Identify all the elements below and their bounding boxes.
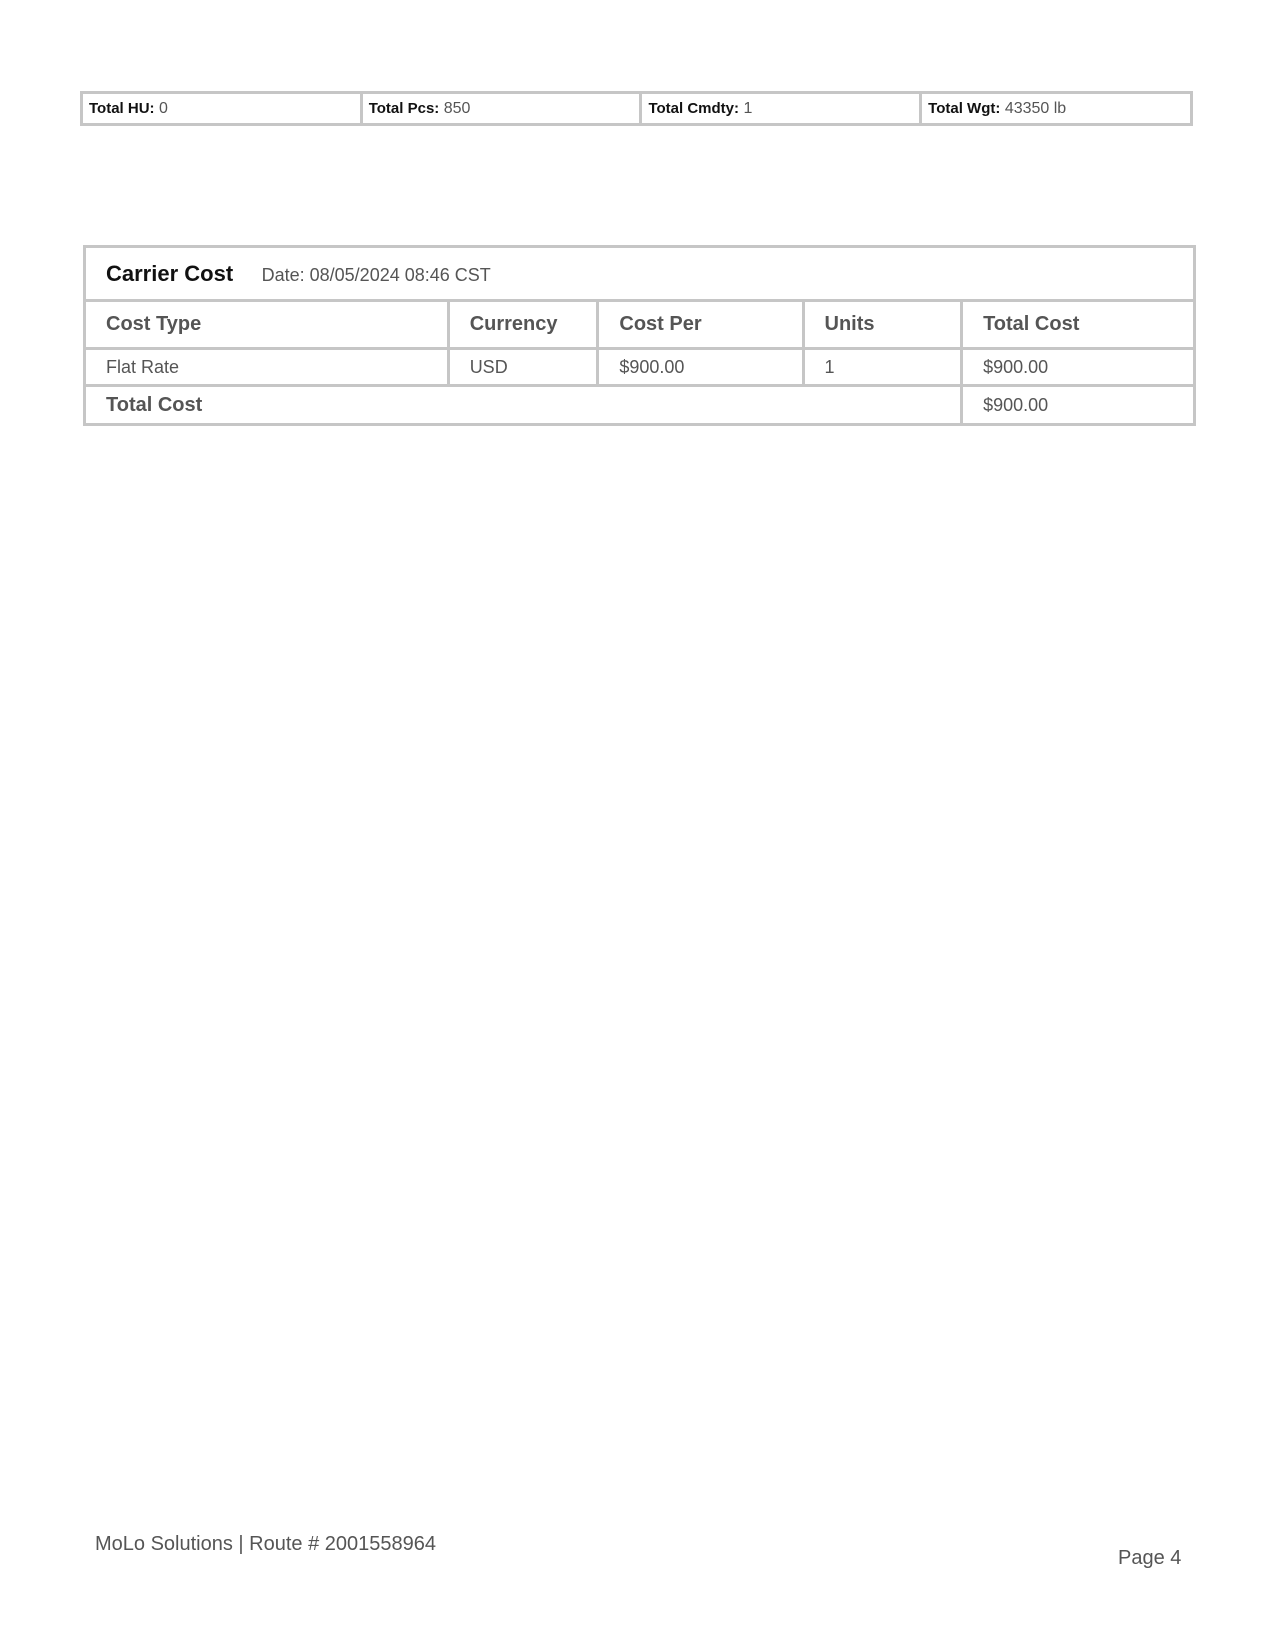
carrier-cost-title: Carrier Cost	[106, 260, 234, 286]
total-pcs-cell	[361, 93, 641, 125]
cost-type-cell: Flat Rate	[85, 349, 449, 386]
footer-page-number: Page 4	[1118, 1547, 1182, 1569]
total-wgt-cell	[921, 93, 1192, 125]
carrier-cost-title-row	[85, 247, 1195, 301]
units-cell: 1	[803, 349, 962, 386]
currency-cell: USD	[448, 349, 598, 386]
total-hu-value: 0	[159, 99, 168, 117]
total-cmdty-value: 1	[743, 99, 753, 117]
total-wgt-label: Total Wgt:	[928, 99, 1001, 117]
carrier-cost-table	[83, 245, 1196, 426]
carrier-cost-date: Date: 08/05/2024 08:46 CST	[261, 264, 491, 285]
footer-route-info: MoLo Solutions | Route # 2001558964	[95, 1533, 437, 1555]
total-cost-value: $900.00	[962, 386, 1195, 425]
column-header-currency: Currency	[448, 301, 598, 349]
column-header-units: Units	[803, 301, 962, 349]
totals-row	[82, 93, 1192, 125]
table-row	[85, 349, 1195, 386]
total-cmdty-label: Total Cmdty:	[648, 99, 739, 117]
column-header-cost-type: Cost Type	[85, 301, 449, 349]
carrier-cost-header-row	[85, 301, 1195, 349]
total-cost-label: Total Cost	[85, 386, 962, 425]
totals-summary-table	[80, 91, 1193, 126]
column-header-cost-per: Cost Per	[598, 301, 803, 349]
carrier-cost-title-cell	[85, 247, 1195, 301]
total-cmdty-cell	[641, 93, 921, 125]
total-cost-cell: $900.00	[962, 349, 1195, 386]
total-hu-cell	[82, 93, 362, 125]
total-hu-label: Total HU:	[89, 99, 155, 117]
cost-per-cell: $900.00	[598, 349, 803, 386]
total-pcs-value: 850	[443, 99, 471, 117]
total-wgt-value: 43350 lb	[1004, 99, 1067, 117]
total-cost-row	[85, 386, 1195, 425]
column-header-total-cost: Total Cost	[962, 301, 1195, 349]
total-pcs-label: Total Pcs:	[368, 99, 440, 117]
